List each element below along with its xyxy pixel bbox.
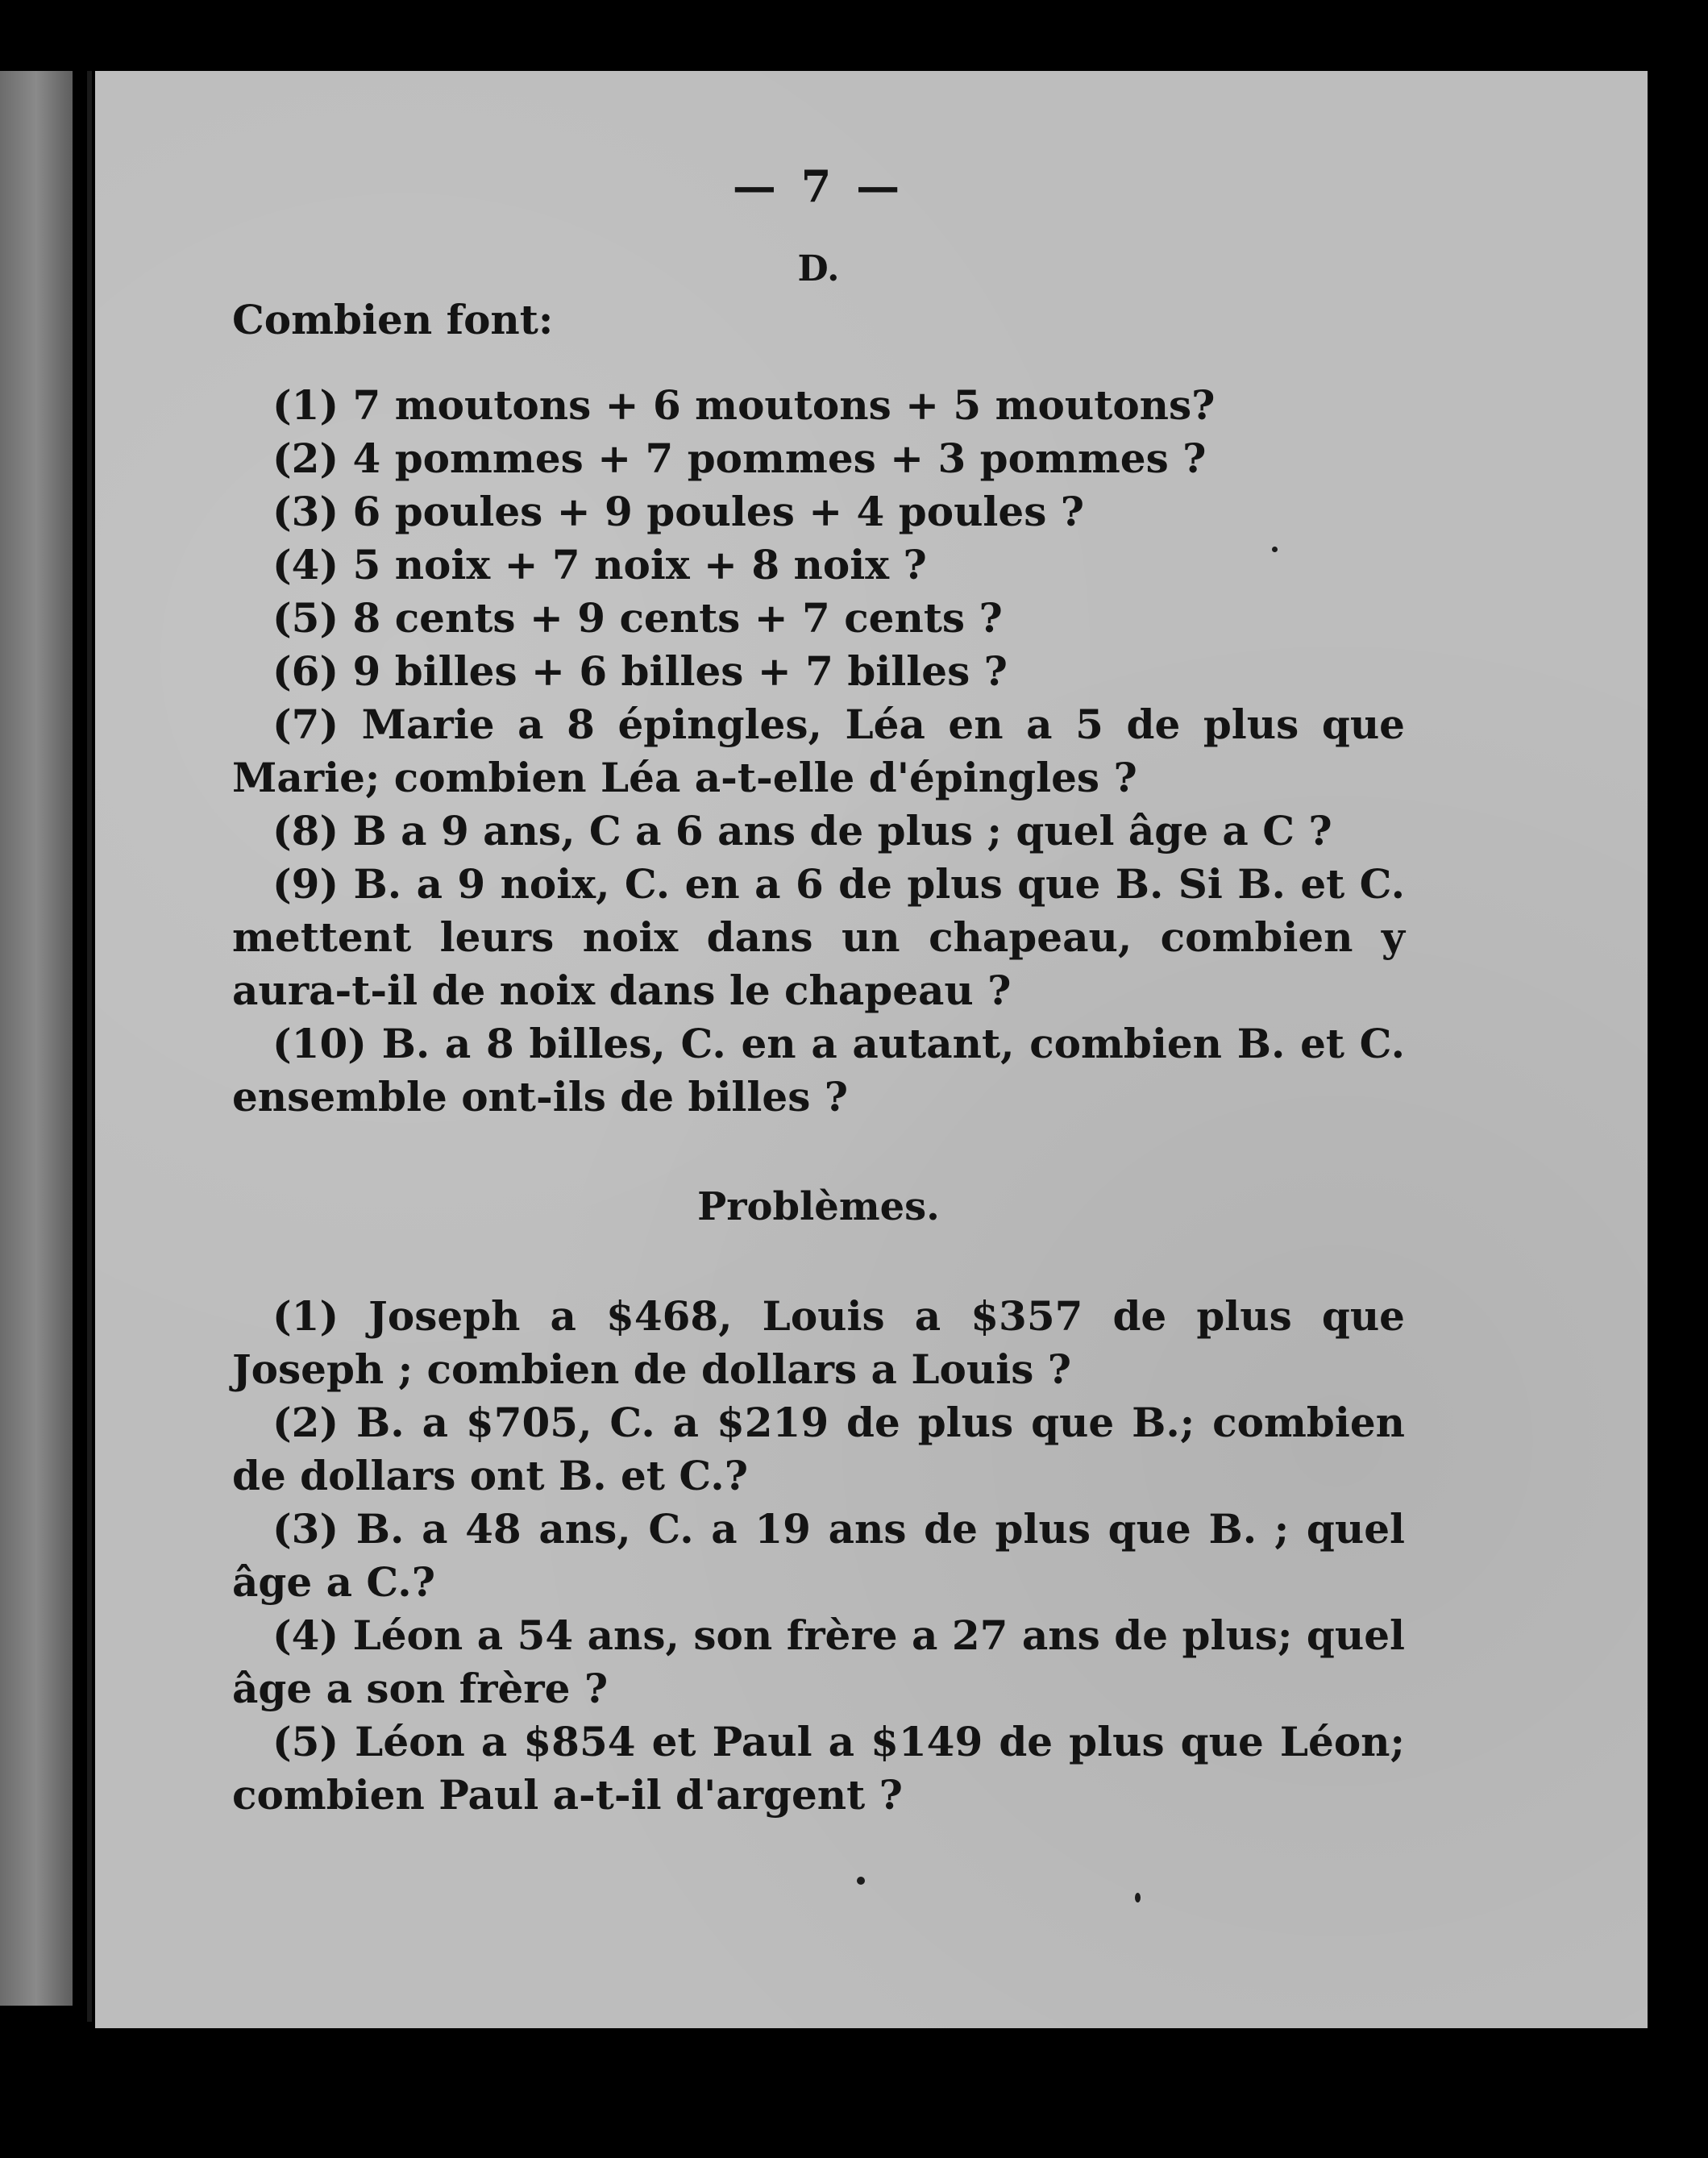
previous-page-edge [0,71,73,2006]
ink-speck [1135,1893,1141,1902]
exercise-paragraph: (8) B a 9 ans, C a 6 ans de plus ; quel âge a C ? [272,807,1332,854]
ink-speck [857,1877,865,1885]
exercise-paragraph: (7) Marie a 8 épingles, Léa en a 5 de plus que Marie; combien Léa a-t-elle d'épingles ? [232,701,1405,801]
problems-heading: Problèmes. [697,1184,940,1229]
lead-line: Combien font: [232,296,554,343]
exercise-item: (3) 6 poules + 9 poules + 4 poules ? [272,488,1085,535]
problem-paragraph: (1) Joseph a $468, Louis a $357 de plus que Joseph ; combien de dollars a Louis ? [232,1292,1405,1393]
problem-paragraph: (5) Léon a $854 et Paul a $149 de plus que Léon; combien Paul a-t-il d'argent ? [232,1718,1405,1819]
section-letter: D. [797,248,840,289]
page-text [232,160,1405,1822]
exercise-item: (5) 8 cents + 9 cents + 7 cents ? [272,594,1003,642]
exercise-item: (1) 7 moutons + 6 moutons + 5 moutons? [272,381,1216,429]
problem-paragraph: (3) B. a 48 ans, C. a 19 ans de plus que B. ; quel âge a C.? [232,1505,1405,1606]
problem-paragraph: (2) B. a $705, C. a $219 de plus que B.; combien de dollars ont B. et C.? [232,1399,1405,1499]
page-number: — 7 — [732,160,905,212]
exercise-item: (6) 9 billes + 6 billes + 7 billes ? [272,647,1008,695]
ink-speck [1272,547,1278,552]
exercise-paragraph: (10) B. a 8 billes, C. en a autant, combien B. et C. ensemble ont-ils de billes ? [232,1020,1405,1121]
book-page [95,71,1648,2028]
exercise-item: (4) 5 noix + 7 noix + 8 noix ? [272,541,927,588]
binding-gutter [87,71,92,2022]
exercise-paragraph: (9) B. a 9 noix, C. en a 6 de plus que B. Si B. et C. mettent leurs noix dans un chapeau, combien y aura-t-il de noix dans le chapeau ? [232,860,1405,1014]
problem-paragraph: (4) Léon a 54 ans, son frère a 27 ans de plus; quel âge a son frère ? [232,1611,1405,1712]
exercise-item: (2) 4 pommes + 7 pommes + 3 pommes ? [272,435,1207,482]
